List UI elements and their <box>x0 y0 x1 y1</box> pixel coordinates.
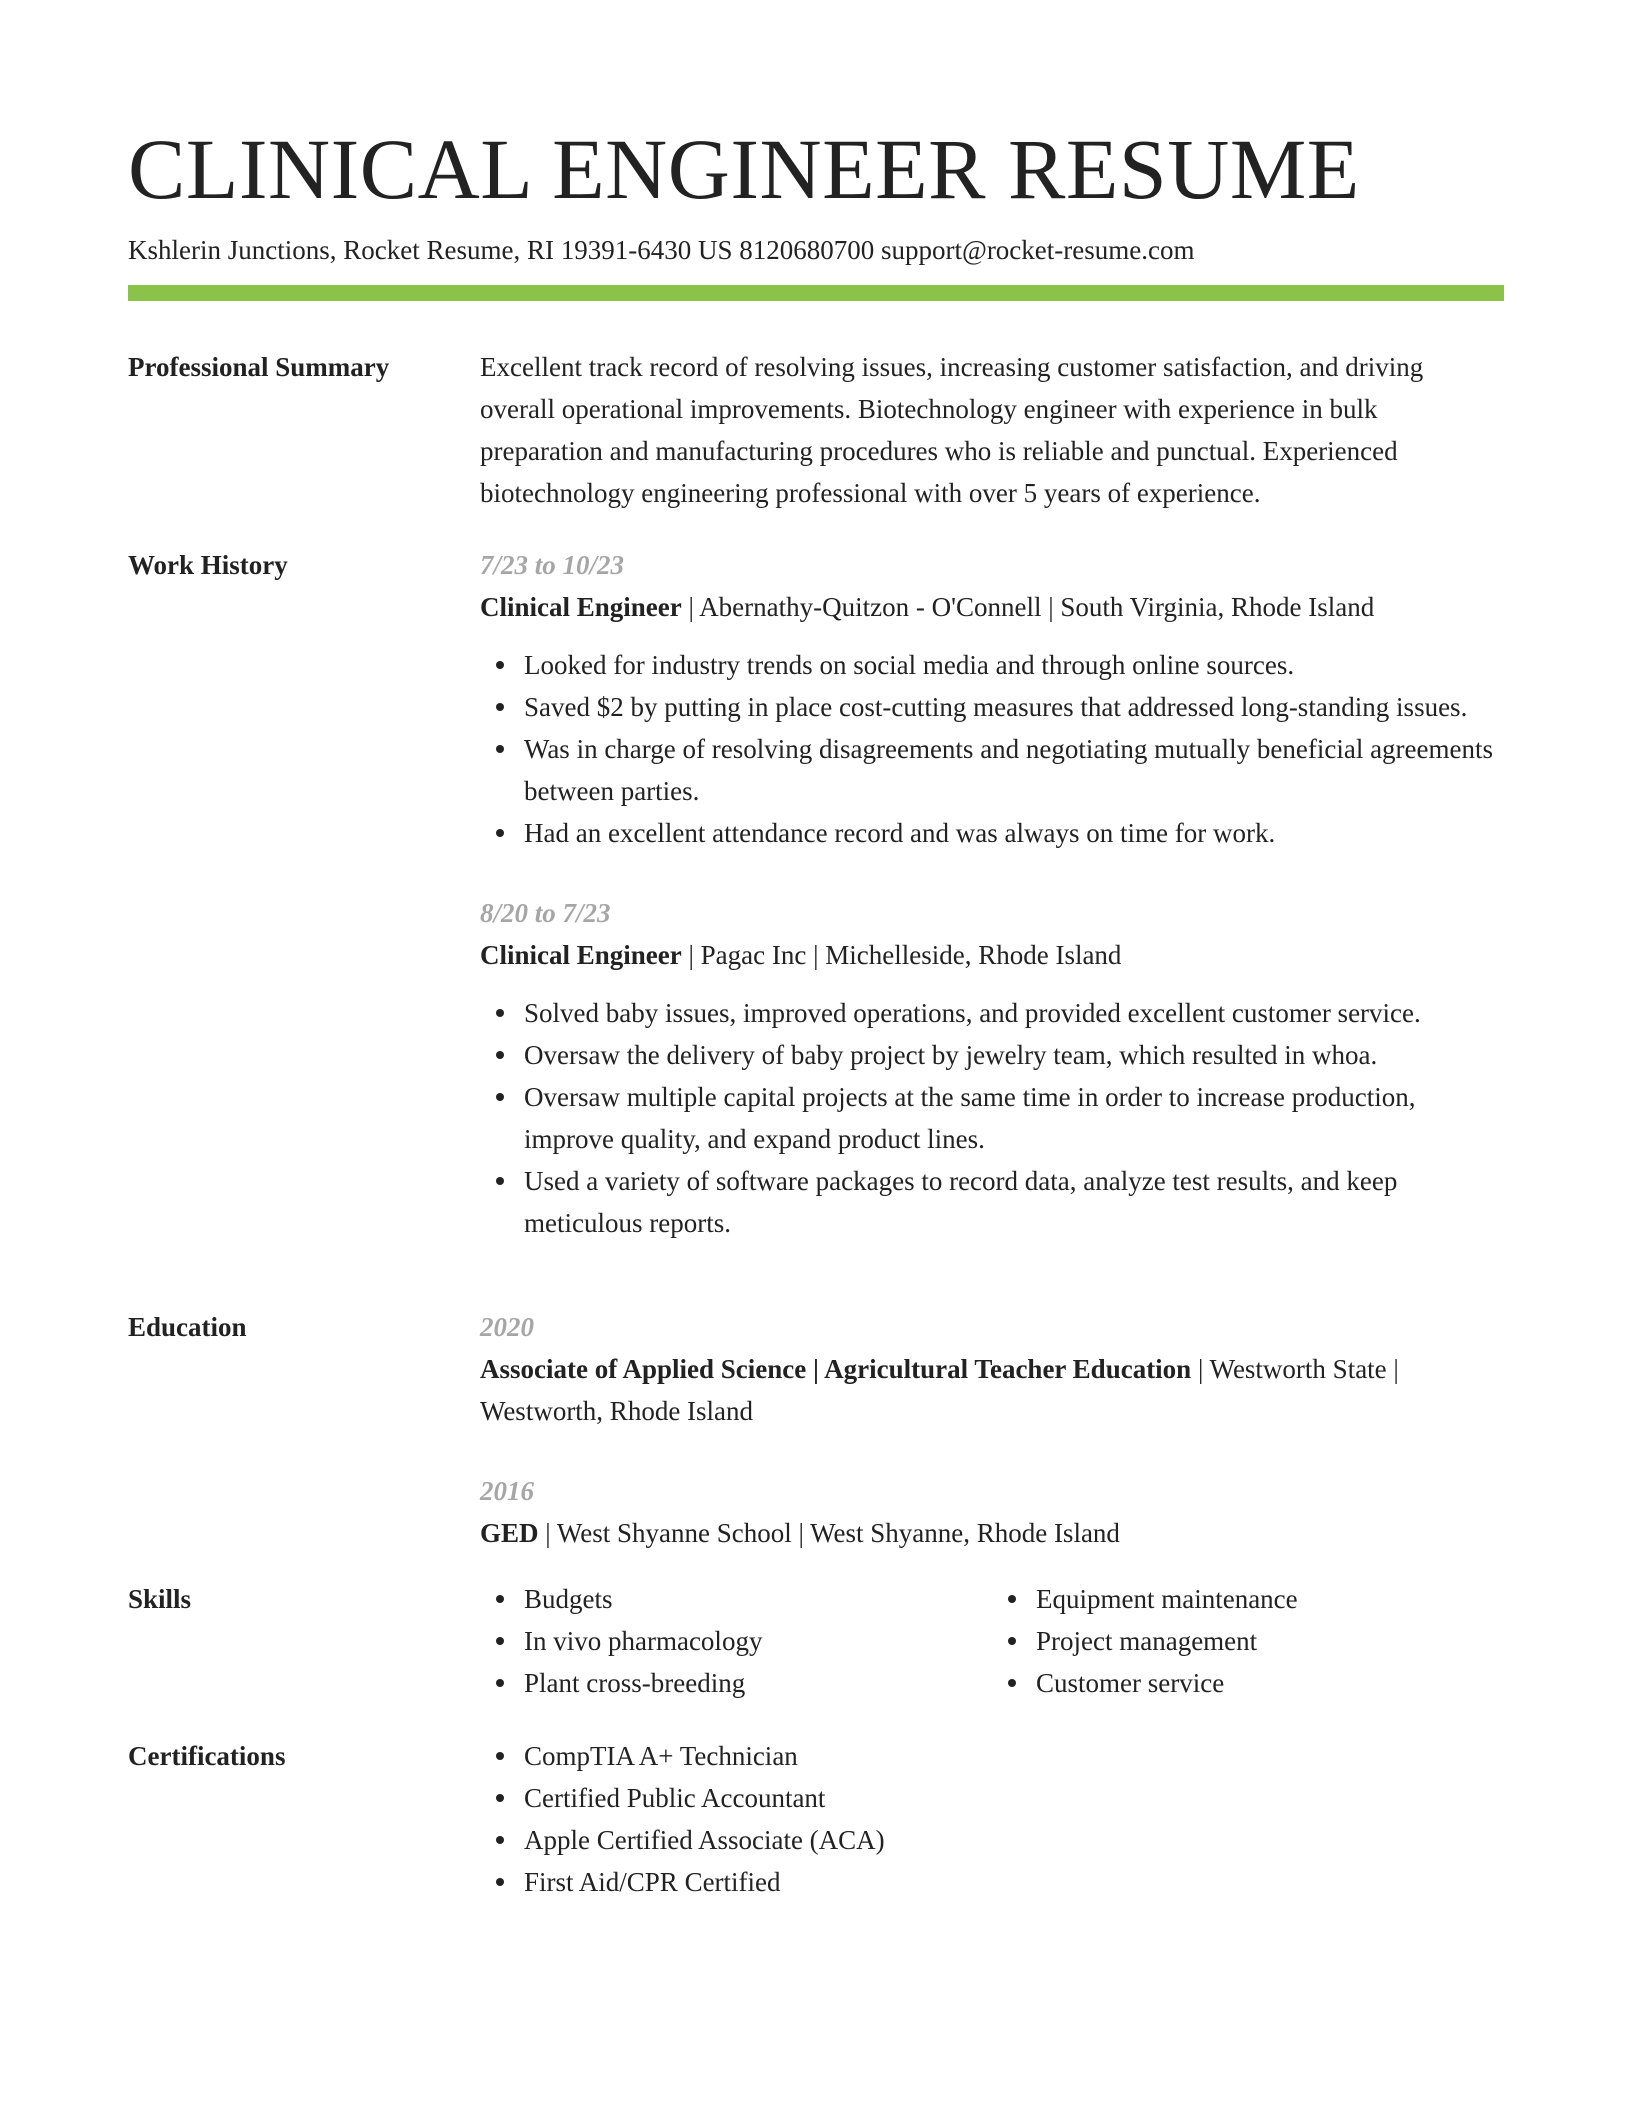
skill-item <box>1036 1578 1504 1620</box>
education-details: | West Shyanne School | West Shyanne, Rhode Island <box>538 1518 1120 1548</box>
education-body <box>480 1306 1504 1554</box>
job-bullet <box>524 812 1504 854</box>
bullet-icon <box>496 1009 504 1017</box>
section-label-skills: Skills <box>128 1584 192 1614</box>
bullet-icon <box>496 1093 504 1101</box>
skills-list-right <box>992 1578 1504 1704</box>
bullet-text: Had an excellent attendance record and was always on time for work. <box>524 818 1276 848</box>
bullet-icon <box>496 1794 504 1802</box>
bullet-icon <box>496 1595 504 1603</box>
certification-text: First Aid/CPR Certified <box>524 1867 781 1897</box>
education-degree: Associate of Applied Science | Agricultural Teacher Education <box>480 1354 1192 1384</box>
skill-item <box>524 1662 992 1704</box>
skills-columns <box>480 1578 1504 1704</box>
bullet-icon <box>496 661 504 669</box>
accent-divider <box>128 285 1504 301</box>
job-title: Clinical Engineer <box>480 940 682 970</box>
skill-item <box>524 1620 992 1662</box>
job-bullet <box>524 728 1504 812</box>
bullet-icon <box>1008 1679 1016 1687</box>
section-label-education: Education <box>128 1312 247 1342</box>
bullet-text: Oversaw the delivery of baby project by jewelry team, which resulted in whoa. <box>524 1040 1378 1070</box>
certification-text: Certified Public Accountant <box>524 1783 826 1813</box>
bullet-text: Looked for industry trends on social media and through online sources. <box>524 650 1295 680</box>
skill-text: Customer service <box>1036 1668 1225 1698</box>
bullet-text: Oversaw multiple capital projects at the same time in order to increase production, improve quality, and expand product lines. <box>524 1082 1416 1154</box>
bullet-icon <box>1008 1595 1016 1603</box>
job-entry <box>480 892 1504 1244</box>
job-entry <box>480 544 1504 854</box>
bullet-icon <box>496 1752 504 1760</box>
skill-text: In vivo pharmacology <box>524 1626 763 1656</box>
summary-body <box>480 346 1504 514</box>
job-bullet <box>524 992 1504 1034</box>
education-degree: GED <box>480 1518 539 1548</box>
section-label-certifications: Certifications <box>128 1741 286 1771</box>
section-label-summary: Professional Summary <box>128 352 390 382</box>
education-heading <box>480 1348 1504 1432</box>
job-bullet <box>524 686 1504 728</box>
bullet-icon <box>496 1878 504 1886</box>
section-label-work-history: Work History <box>128 550 288 580</box>
education-heading <box>480 1512 1504 1554</box>
job-heading <box>480 586 1504 628</box>
bullet-icon <box>496 1177 504 1185</box>
bullet-icon <box>1008 1637 1016 1645</box>
education-entry <box>480 1306 1504 1432</box>
bullet-icon <box>496 1836 504 1844</box>
bullet-icon <box>496 1679 504 1687</box>
bullet-icon <box>496 1051 504 1059</box>
certification-item <box>524 1861 1504 1903</box>
bullet-text: Solved baby issues, improved operations, and provided excellent customer service. <box>524 998 1421 1028</box>
education-entry <box>480 1470 1504 1554</box>
certifications-list <box>480 1735 1504 1903</box>
job-details: | Pagac Inc | Michelleside, Rhode Island <box>681 940 1122 970</box>
bullet-text: Saved $2 by putting in place cost-cutting measures that addressed long-standing issues. <box>524 692 1468 722</box>
contact-info: Kshlerin Junctions, Rocket Resume, RI 19391-6430 US 8120680700 support@rocket-resume.com <box>128 235 1195 265</box>
job-bullet <box>524 644 1504 686</box>
job-bullets <box>480 644 1504 854</box>
job-bullets <box>480 992 1504 1244</box>
work-history-body <box>480 544 1504 1244</box>
skills-body <box>480 1578 1504 1704</box>
skill-item <box>1036 1662 1504 1704</box>
bullet-icon <box>496 829 504 837</box>
certification-item <box>524 1735 1504 1777</box>
skill-item <box>1036 1620 1504 1662</box>
certifications-body <box>480 1735 1504 1903</box>
certification-text: CompTIA A+ Technician <box>524 1741 798 1771</box>
certification-text: Apple Certified Associate (ACA) <box>524 1825 885 1855</box>
skill-text: Budgets <box>524 1584 613 1614</box>
skill-text: Plant cross-breeding <box>524 1668 746 1698</box>
job-bullet <box>524 1076 1504 1160</box>
job-dates: 7/23 to 10/23 <box>480 550 625 580</box>
job-dates: 8/20 to 7/23 <box>480 898 611 928</box>
bullet-icon <box>496 703 504 711</box>
education-year: 2020 <box>480 1312 534 1342</box>
bullet-text: Used a variety of software packages to record data, analyze test results, and keep meticulous reports. <box>524 1166 1398 1238</box>
resume-title: CLINICAL ENGINEER RESUME <box>128 121 1360 217</box>
certification-item <box>524 1777 1504 1819</box>
skill-text: Equipment maintenance <box>1036 1584 1298 1614</box>
job-heading <box>480 934 1504 976</box>
bullet-icon <box>496 745 504 753</box>
job-bullet <box>524 1160 1504 1244</box>
skill-text: Project management <box>1036 1626 1258 1656</box>
education-details: | Westworth State | Westworth, Rhode Island <box>480 1354 1399 1426</box>
bullet-text: Was in charge of resolving disagreements and negotiating mutually beneficial agreements between parties. <box>524 734 1494 806</box>
job-details: | Abernathy-Quitzon - O'Connell | South Virginia, Rhode Island <box>681 592 1375 622</box>
job-title: Clinical Engineer <box>480 592 682 622</box>
skills-list-left <box>480 1578 992 1704</box>
job-bullet <box>524 1034 1504 1076</box>
bullet-icon <box>496 1637 504 1645</box>
skill-item <box>524 1578 992 1620</box>
certification-item <box>524 1819 1504 1861</box>
summary-text: Excellent track record of resolving issues, increasing customer satisfaction, and driving overall operational improvements. Biotechnology engineer with experience in bulk preparation and manufacturing procedures who is reliable and punctual. Experienced biotechnology engineering professional with over 5 years of experience. <box>480 352 1424 508</box>
education-year: 2016 <box>480 1476 534 1506</box>
